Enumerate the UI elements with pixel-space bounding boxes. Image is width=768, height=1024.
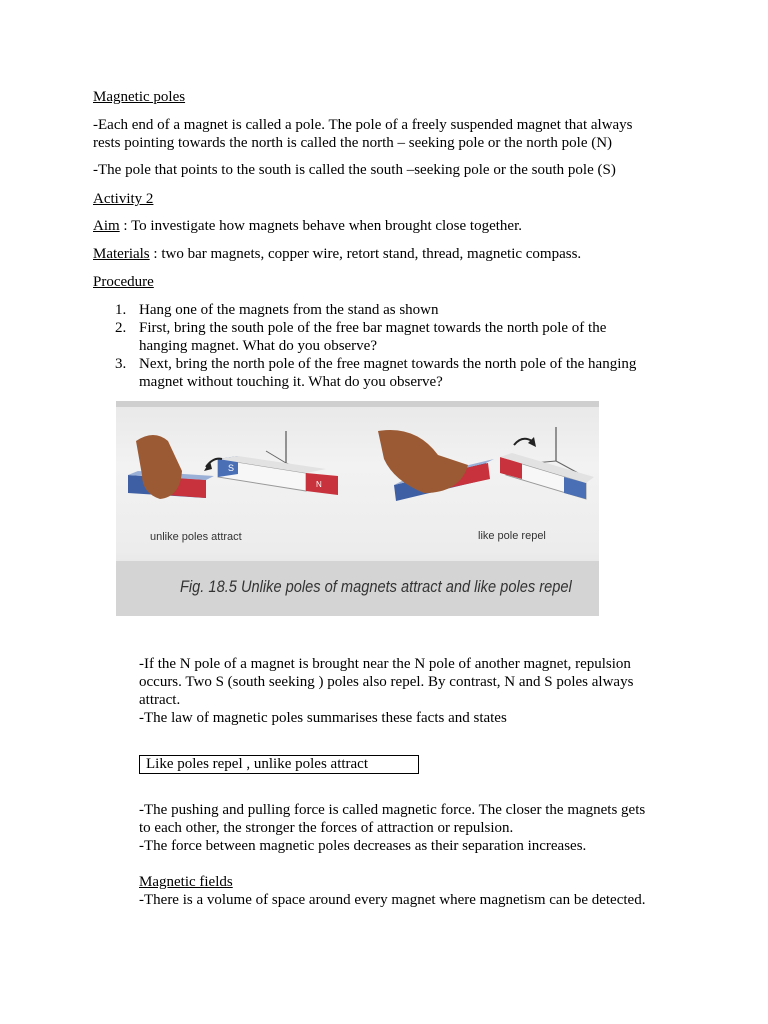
paragraph-line: -There is a volume of space around every magnet where magnetism can be detected.: [139, 892, 646, 908]
aim-text: : To investigate how magnets behave when brought close together.: [119, 218, 522, 234]
paragraph-line: -The pushing and pulling force is called magnetic force. The closer the magnets gets: [139, 802, 646, 818]
label-like-poles: like pole repel: [478, 530, 546, 542]
paragraph-line: occurs. Two S (south seeking ) poles also repel. By contrast, N and S poles always: [139, 674, 634, 690]
paragraph-line: -If the N pole of a magnet is brought near the N pole of another magnet, repulsion: [139, 656, 631, 672]
paragraph-line: -Each end of a magnet is called a pole. The pole of a freely suspended magnet that always: [93, 117, 633, 133]
hand-icon: [378, 430, 468, 493]
list-number: 2.: [115, 320, 127, 336]
pole-label-s: S: [228, 463, 235, 473]
hanging-magnet-right: [500, 453, 594, 499]
list-number: 3.: [115, 356, 127, 372]
list-text: hanging magnet. What do you observe?: [139, 338, 377, 354]
paragraph-line: -The pole that points to the south is called the south –seeking pole or the south pole (S): [93, 162, 616, 178]
activity-heading: Activity 2: [93, 191, 154, 207]
label-unlike-poles: unlike poles attract: [150, 531, 242, 543]
paragraph-line: to each other, the stronger the forces of attraction or repulsion.: [139, 820, 514, 836]
section-heading-magnetic-fields: Magnetic fields: [139, 874, 233, 890]
list-text: Next, bring the north pole of the free magnet towards the north pole of the hanging: [139, 356, 637, 372]
section-heading-magnetic-poles: Magnetic poles: [93, 89, 186, 105]
list-text: Hang one of the magnets from the stand as shown: [139, 302, 439, 318]
figure-caption: Fig. 18.5 Unlike poles of magnets attract and like poles repel: [180, 577, 572, 596]
magnet-figure: [116, 401, 599, 616]
paragraph-line: attract.: [139, 692, 181, 708]
aim-line: [93, 217, 522, 235]
aim-label: Aim: [93, 218, 120, 234]
paragraph-line: -The law of magnetic poles summarises these facts and states: [139, 710, 507, 726]
materials-label: Materials: [93, 246, 150, 262]
hanging-magnet-left: [218, 456, 338, 495]
paragraph-line: -The force between magnetic poles decreases as their separation increases.: [139, 838, 587, 854]
list-text: magnet without touching it. What do you observe?: [139, 374, 443, 390]
list-number: 1.: [115, 302, 127, 318]
materials-line: [93, 245, 581, 263]
materials-text: : two bar magnets, copper wire, retort stand, thread, magnetic compass.: [149, 246, 582, 262]
list-text: First, bring the south pole of the free bar magnet towards the north pole of the: [139, 320, 607, 336]
law-box: Like poles repel , unlike poles attract: [139, 755, 419, 774]
procedure-heading: Procedure: [93, 274, 154, 290]
paragraph-line: rests pointing towards the north is called the north – seeking pole or the north pole (N): [93, 135, 613, 151]
pole-label-n: N: [316, 480, 322, 489]
